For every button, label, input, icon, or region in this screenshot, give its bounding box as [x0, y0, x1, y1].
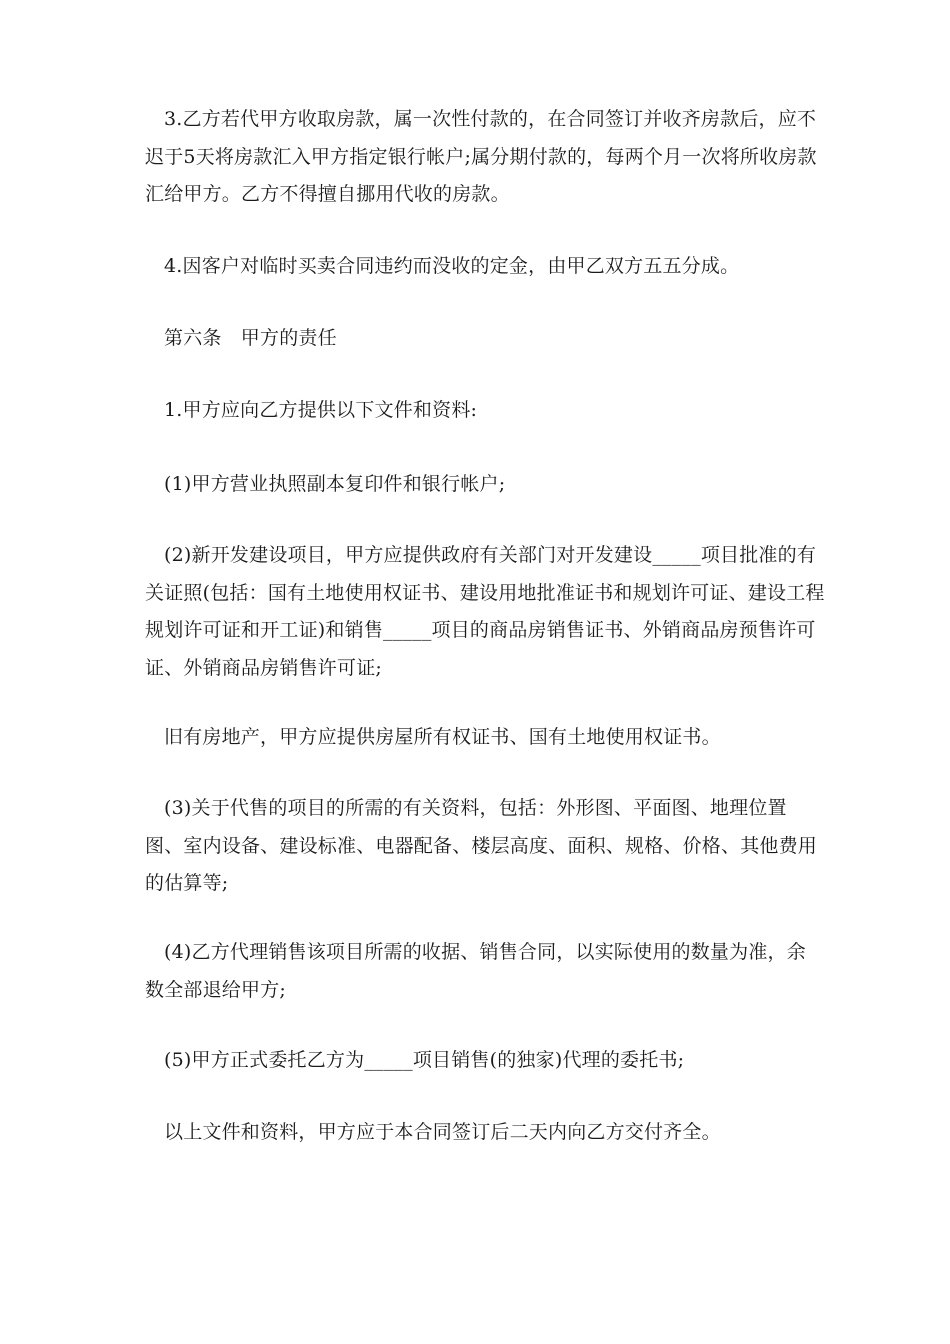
- paragraph-existing-property: 旧有房地产，甲方应提供房屋所有权证书、国有土地使用权证书。: [164, 726, 721, 748]
- list-item-4: (4)乙方代理销售该项目所需的收据、销售合同，以实际使用的数量为准，余数全部退给甲方;: [145, 941, 806, 1001]
- paragraph-delivery-deadline: 以上文件和资料，甲方应于本合同签订后二天内向乙方交付齐全。: [164, 1121, 721, 1143]
- list-item-3: (3)关于代售的项目的所需的有关资料，包括：外形图、平面图、地理位置图、室内设备、建设标准、电器配备、楼层高度、面积、规格、价格、其他费用的估算等;: [145, 797, 818, 894]
- list-item-5: (5)甲方正式委托乙方为_____项目销售(的独家)代理的委托书;: [164, 1049, 685, 1071]
- list-item-1: (1)甲方营业执照副本复印件和银行帐户;: [164, 473, 506, 495]
- section-heading-article-6: 第六条 甲方的责任: [164, 327, 337, 349]
- list-item-2: (2)新开发建设项目，甲方应提供政府有关部门对开发建设_____项目批准的有关证照(包括：国有土地使用权证书、建设用地批准证书和规划许可证、建设工程规划许可证和开工证)和销售_____项目的商品房销售证书、外销商品房预售许可证、外销商品房销售许可证;: [145, 544, 825, 679]
- paragraph-documents-intro: 1.甲方应向乙方提供以下文件和资料:: [164, 399, 478, 421]
- paragraph-payment-collection: 3.乙方若代甲方收取房款，属一次性付款的，在合同签订并收齐房款后，应不迟于5天将房款汇入甲方指定银行帐户;属分期付款的，每两个月一次将所收房款汇给甲方。乙方不得擅自挪用代收的房款。: [145, 108, 817, 205]
- paragraph-deposit-split: 4.因客户对临时买卖合同违约而没收的定金，由甲乙双方五五分成。: [164, 255, 740, 277]
